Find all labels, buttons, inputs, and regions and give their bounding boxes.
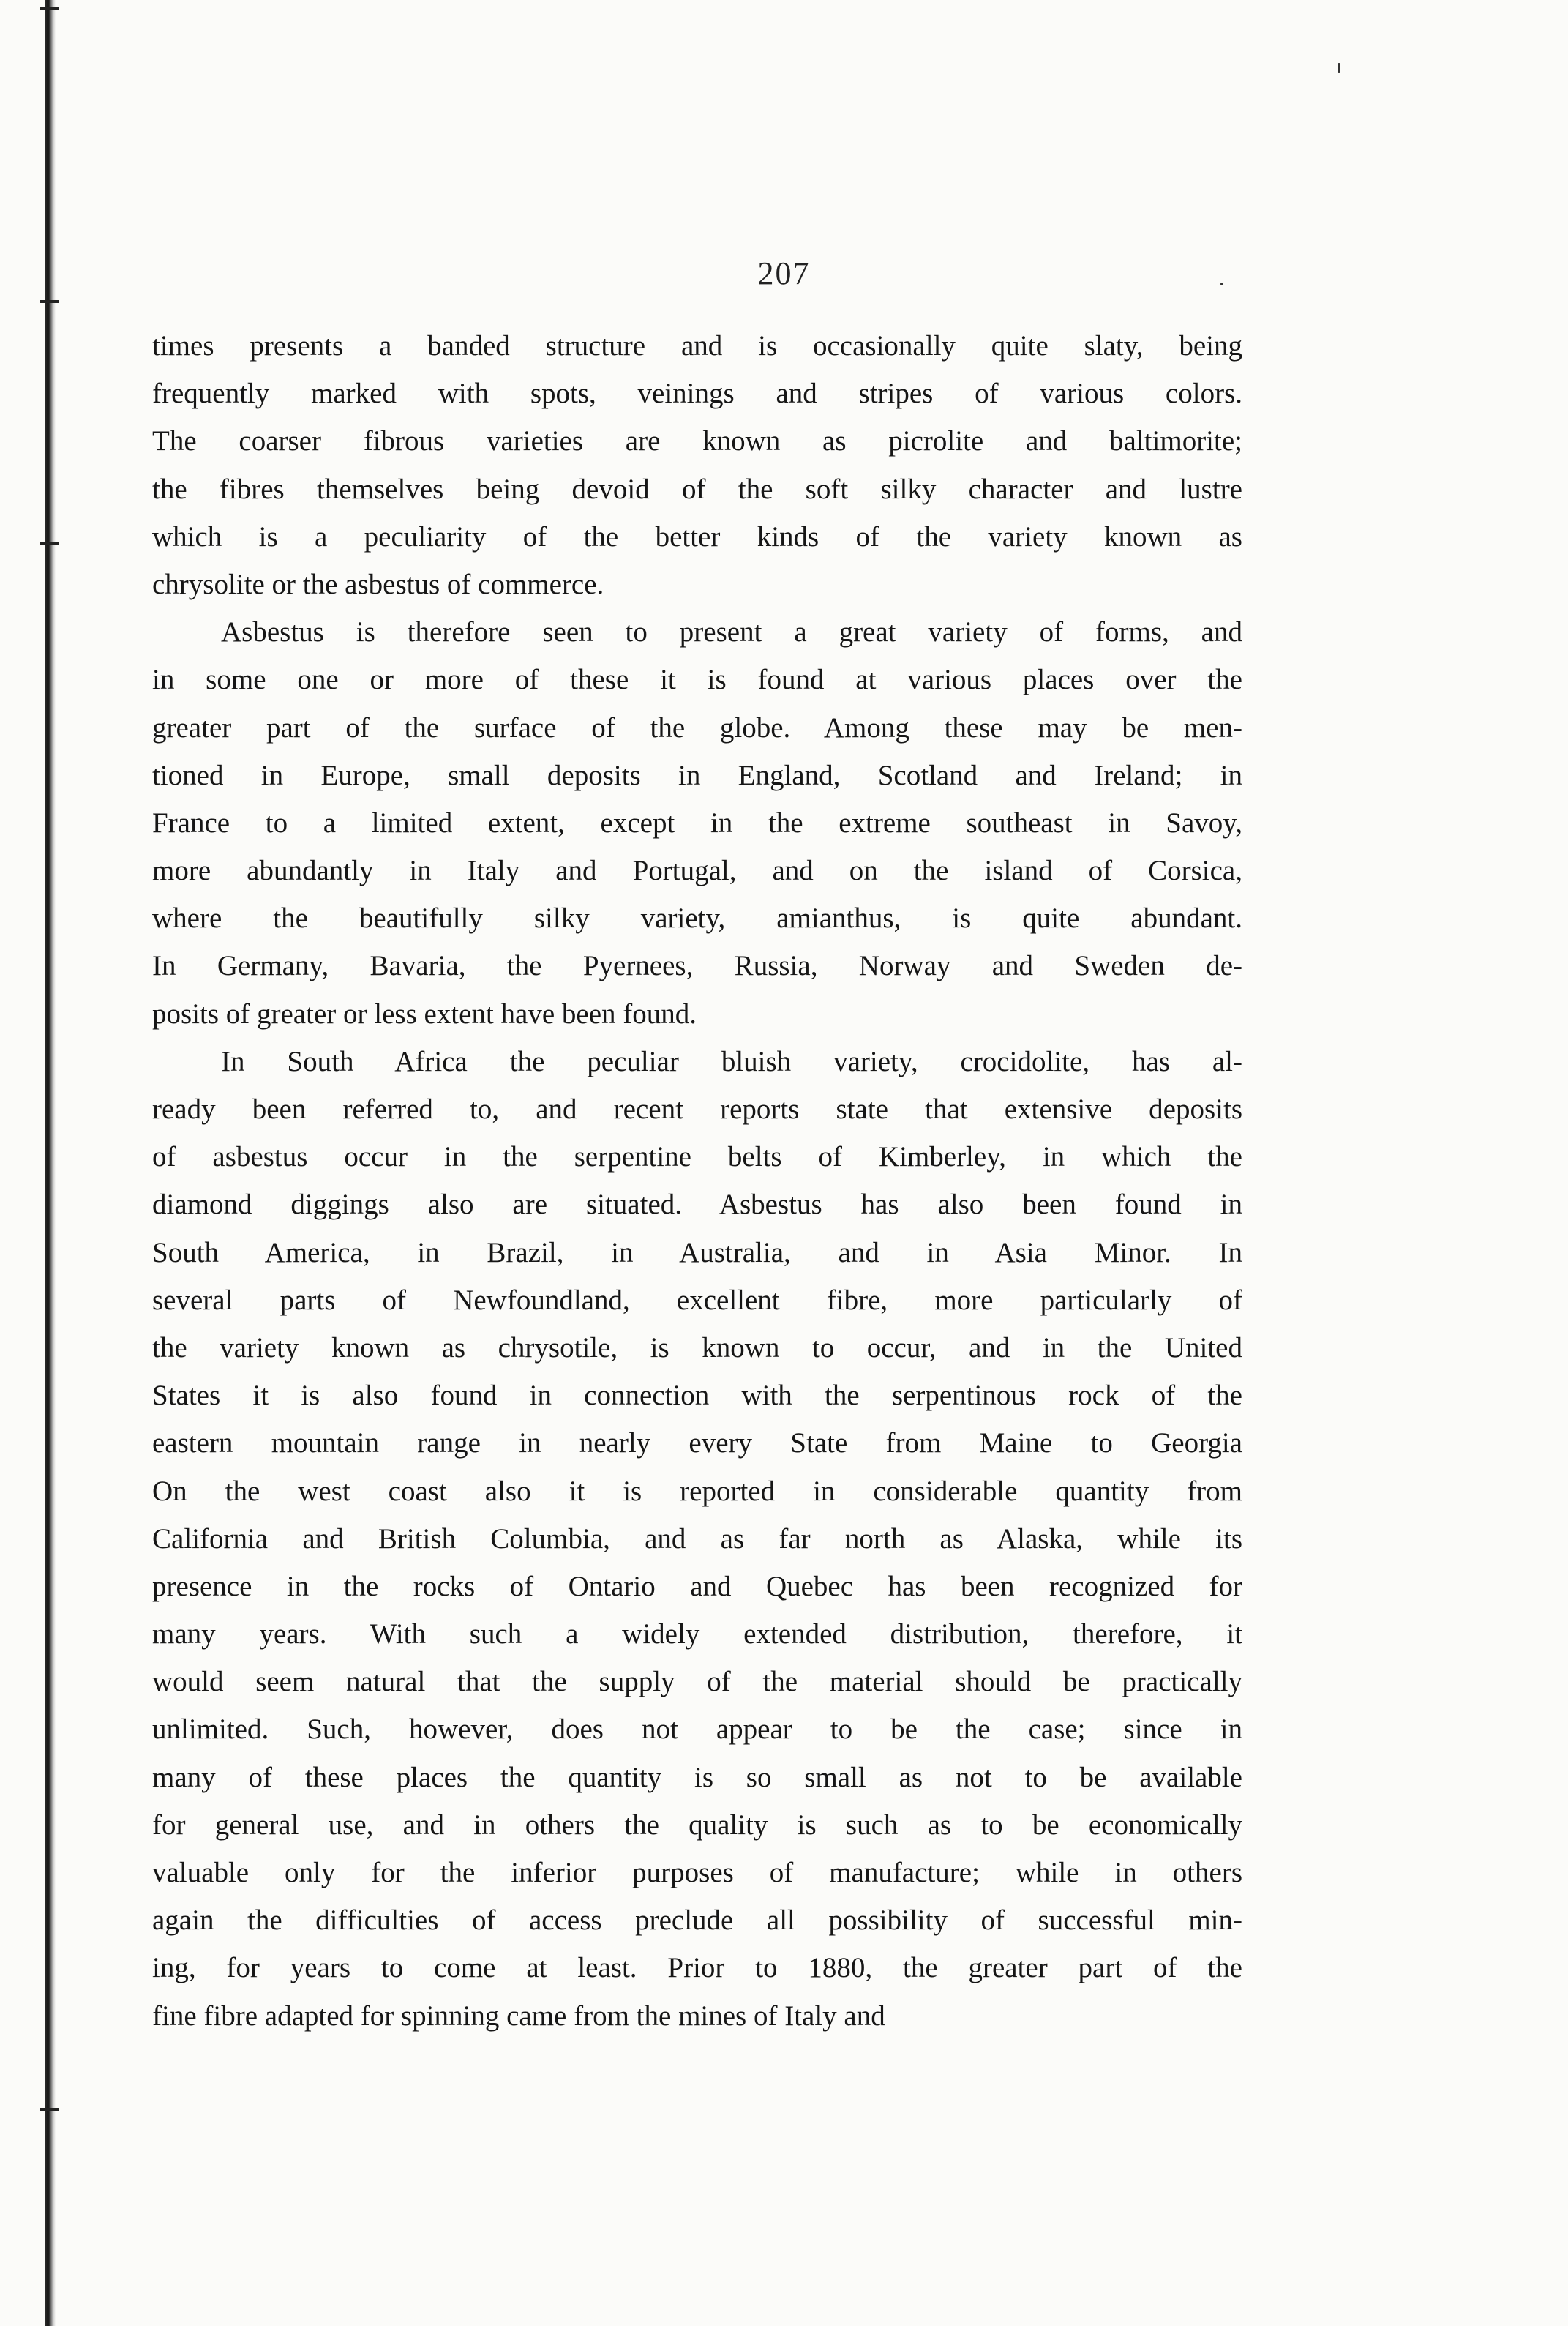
- text-line: many years. With such a widely extended distribution, therefore, it: [152, 1618, 1242, 1650]
- text-line: greater part of the surface of the globe. Among these may be men-: [152, 711, 1242, 744]
- text-line: The coarser fibrous varieties are known as picrolite and baltimorite;: [152, 425, 1242, 457]
- text-line: In South Africa the peculiar bluish variety, crocidolite, has al-: [221, 1045, 1242, 1077]
- text-line: would seem natural that the supply of the material should be practically: [152, 1666, 1242, 1698]
- binding-gutter: [45, 0, 56, 2326]
- text-line: On the west coast also it is reported in considerable quantity from: [152, 1475, 1242, 1507]
- text-line: frequently marked with spots, veinings and stripes of various colors.: [152, 378, 1242, 410]
- text-line: South America, in Brazil, in Australia, and in Asia Minor. In: [152, 1236, 1242, 1268]
- gutter-mark: [40, 7, 59, 10]
- text-line: ing, for years to come at least. Prior to 1880, the greater part of the: [152, 1952, 1242, 1984]
- text-line: the variety known as chrysotile, is known to occur, and in the United: [152, 1331, 1242, 1364]
- gutter-mark: [40, 2108, 59, 2111]
- text-line: In Germany, Bavaria, the Pyernees, Russia, Norway and Sweden de-: [152, 950, 1242, 982]
- text-line: where the beautifully silky variety, amianthus, is quite abundant.: [152, 902, 1242, 935]
- text-line: unlimited. Such, however, does not appear to be the case; since in: [152, 1713, 1242, 1746]
- text-line: valuable only for the inferior purposes of manufacture; while in others: [152, 1857, 1242, 1888]
- text-line: Asbestus is therefore seen to present a great variety of forms, and: [221, 616, 1242, 648]
- text-line: ready been referred to, and recent reports state that extensive deposits: [152, 1093, 1242, 1125]
- text-line: several parts of Newfoundland, excellent fibre, more particularly of: [152, 1284, 1242, 1316]
- text-line: presence in the rocks of Ontario and Quebec has been recognized for: [152, 1570, 1242, 1602]
- text-line: times presents a banded structure and is occasionally quite slaty, being: [152, 330, 1242, 362]
- gutter-mark: [40, 300, 59, 303]
- text-line: more abundantly in Italy and Portugal, and on the island of Corsica,: [152, 855, 1242, 887]
- gutter-mark: [40, 542, 59, 545]
- text-line: which is a peculiarity of the better kinds of the variety known as: [152, 520, 1242, 553]
- text-line: France to a limited extent, except in the extreme southeast in Savoy,: [152, 807, 1242, 839]
- text-line: for general use, and in others the quality is such as to be economically: [152, 1809, 1242, 1841]
- text-line: in some one or more of these it is found at various places over the: [152, 664, 1242, 696]
- text-line: tioned in Europe, small deposits in England, Scotland and Ireland; in: [152, 759, 1242, 791]
- text-line: California and British Columbia, and as far north as Alaska, while its: [152, 1522, 1242, 1555]
- text-line: of asbestus occur in the serpentine belts of Kimberley, in which the: [152, 1141, 1242, 1173]
- text-line: States it is also found in connection with the serpentinous rock of the: [152, 1380, 1242, 1412]
- text-line: posits of greater or less extent have been found.: [152, 998, 697, 1030]
- text-line: eastern mountain range in nearly every State from Maine to Georgia: [152, 1427, 1242, 1459]
- text-line: the fibres themselves being devoid of the soft silky character and lustre: [152, 473, 1242, 505]
- page-number: 207: [757, 255, 811, 291]
- text-line: chrysolite or the asbestus of commerce.: [152, 568, 604, 600]
- text-line: many of these places the quantity is so small as not to be available: [152, 1761, 1242, 1793]
- body-text: [152, 322, 1242, 2040]
- text-line: fine fibre adapted for spinning came from the mines of Italy and: [152, 2000, 885, 2032]
- scan-speck: [1338, 63, 1340, 73]
- text-line: again the difficulties of access preclude all possibility of successful min-: [152, 1904, 1242, 1937]
- text-line: diamond diggings also are situated. Asbestus has also been found in: [152, 1189, 1242, 1221]
